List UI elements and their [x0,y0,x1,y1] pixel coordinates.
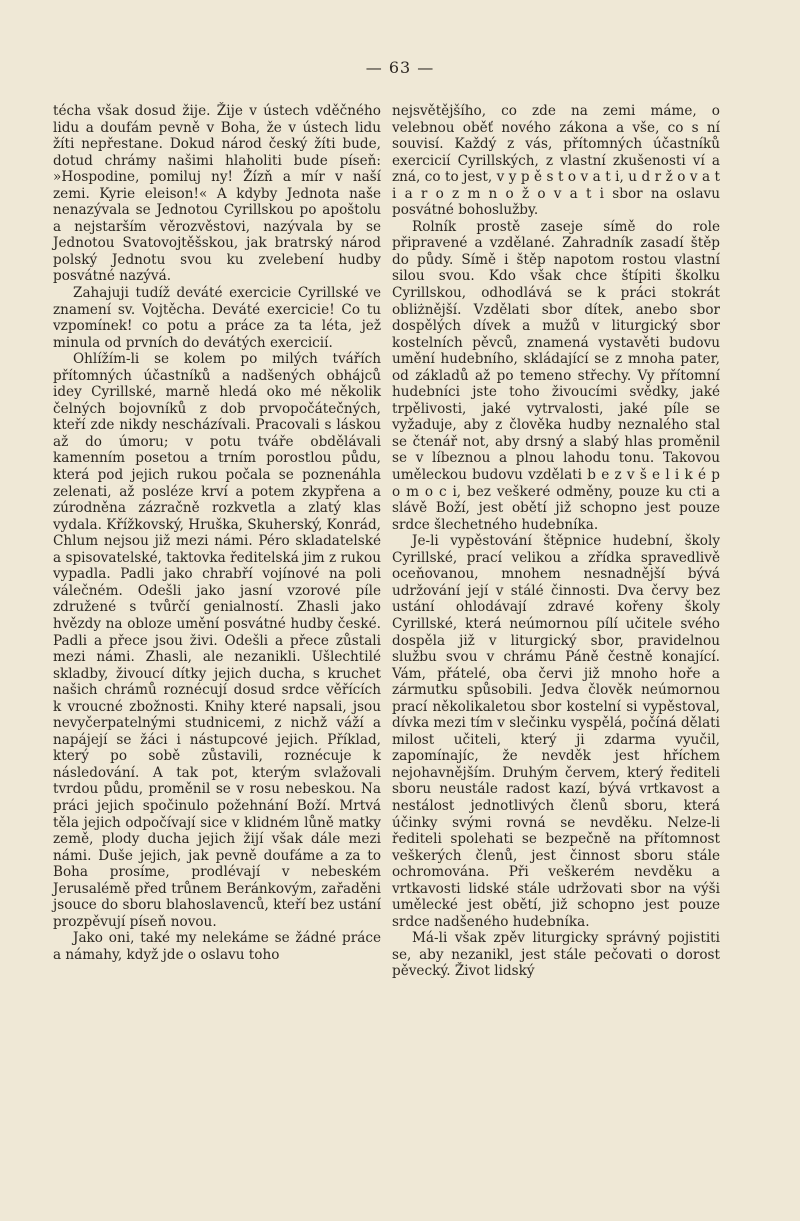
paragraph: Je-li vypěstování štěpnice hudební, školy Cyrillské, prací velikou a zřídka spravedlivě oceňovanou, mnohem nesnadnější bývá udržování její v stálé činnosti. Dva červy bez ustání ohlodávají zdravé kořeny školy Cyrillské, která neúmornou pílí učitele svého dospěla již v liturgický sbor, pravidelnou službu svou v chrámu Páně čestně konající. Vám, přátelé, oba červi již mnoho hoře a zármutku spůsobili. Jedva člověk neúmornou prací několikaletou sbor kostelní si vypěstoval, dívka mezi tím v slečinku vyspělá, počíná dělati milost učiteli, který ji zdarma vyučil, zapomínajíc, že nevděk jest hříchem nejohavnějším. Druhým červem, který řediteli sboru neustále radost kazí, bývá vrtkavost a nestálost jednotlivých členů sboru, která účinky svými rovná se nevděku. Nelze-li řediteli spolehati se bezpečně na přítomnost veškerých členů, jest činnost sboru stále ochromována. Při veškerém nevděku a vrtkavosti lidské stále udržovati sbor na výši umělecké jest obětí, již schopno jest pouze srdce nadšeného hudebníka. [392,533,720,930]
paragraph: nejsvětějšího, co zde na zemi máme, o velebnou oběť nového zákona a vše, co s ní souvisí. Každý z vás, přítomných účastníků exercicií Cyrillských, z vlastní zkušenosti ví a zná, co to jest, v y p ě s t o v a t i, u d r ž o v a t i a r o z m n o ž o v a t i sbor na oslavu posvátné bohoslužby. [392,103,720,219]
paragraph: técha však dosud žije. Žije v ústech vděčného lidu a doufám pevně v Boha, že v ústech lidu žíti nepřestane. Dokud národ český žíti bude, dotud chrámy našimi hlaholiti bude píseň: »Hospodine, pomiluj ny! Žízň a mír v naší zemi. Kyrie eleison!« A kdyby Jednota naše nenazývala se Jednotou Cyrillskou po apoštolu a nejstarším věrozvěstovi, nazývala by se Jednotou Svatovojtěšskou, jak bratrský národ polský Jednotu svou ku zvelebení hudby posvátné nazývá. [53,103,381,285]
left-column [53,103,381,963]
paragraph: Zahajuji tudíž deváté exercicie Cyrillské ve znamení sv. Vojtěcha. Deváté exercicie! Co tu vzpomínek! co potu a práce za ta léta, jež minula od prvních do devátých exercicií. [53,285,381,351]
paragraph: Má-li však zpěv liturgicky správný pojistiti se, aby nezanikl, jest stále pečovati o dorost pěvecký. Život lidský [392,930,720,980]
right-column [392,103,720,980]
page-number: — 63 — [365,58,435,77]
paragraph: Ohlížím-li se kolem po milých tvářích přítomných účastníků a nadšených obhájců idey Cyrillské, marně hledá oko mé několik čelných bojovníků z dob prvopočátečných, kteří zde nikdy nescházívali. Pracovali s láskou až do úmoru; v potu tváře obdělávali kamenním posetou a trním porostlou půdu, která pod jejich rukou počala se poznenáhla zelenati, až posléze krví a potem zkypřena a zúrodněna zázračně rozkvetla a zlatý klas vydala. Křížkovský, Hruška, Skuherský, Konrád, Chlum nejsou již mezi námi. Péro skladatelské a spisovatelské, taktovka ředitelská jim z rukou vypadla. Padli jako chrabří vojínové na poli válečném. Odešli jako jasní vzorové píle združené s tvůrčí genialností. Zhasli jako hvězdy na obloze umění posvátné hudby české. Padli a přece jsou živi. Odešli a přece zůstali mezi námi. Zhasli, ale nezanikli. Ušlechtilé skladby, živoucí dítky jejich ducha, s kruchet našich chrámů roznécují dosud srdce věřících k vroucné zbožnosti. Knihy které napsali, jsou nevyčerpatelnými studnicemi, z nichž váží a napájejí se žáci i nástupcové jejich. Příklad, který po sobě zůstavili, roznécuje k následování. A tak pot, kterým svlažovali tvrdou půdu, proměnil se v rosu nebeskou. Na práci jejich spočinulo požehnání Boží. Mrtvá těla jejich odpočívají sice v klidném lůně matky země, plody ducha jejich žijí však dále mezi námi. Duše jejich, jak pevně doufáme a za to Boha prosíme, prodlévají v nebeském Jerusalémě před trůnem Beránkovým, zařaděni jsouce do sboru blahoslavenců, kteří bez ustání prozpěvují píseň novou. [53,351,382,930]
paragraph: Jako oni, také my nelekáme se žádné práce a námahy, když jde o oslavu toho [53,930,381,963]
paragraph: Rolník prostě zaseje símě do role připravené a vzdělané. Zahradník zasadí štěp do půdy. Símě i štěp napotom rostou vlastní silou svou. Kdo však chce štípiti školku Cyrillskou, odhodlává se k práci stokrát obliżnější. Vzdělati sbor dítek, anebo sbor dospělých dívek a mužů v liturgický sbor kostelních pěvců, znamená vystavěti budovu umění hudebního, skládající se z mnoha pater, od základů až po temeno střechy. Vy přítomní hudebníci jste toho živoucími svědky, jaké trpělivosti, jaké vytrvalosti, jaké píle se vyžaduje, aby z člověka hudby neznalého stal se čtenář not, aby drsný a slabý hlas proměnil se v líbeznou a plnou lahodu tonu. Takovou uměleckou budovu vzdělati b e z v š e l i k é p o m o c i, bez veškeré odměny, pouze ku cti a slávě Boží, jest obětí již schopno jest pouze srdce šlechetného hudebníka. [392,218,720,533]
